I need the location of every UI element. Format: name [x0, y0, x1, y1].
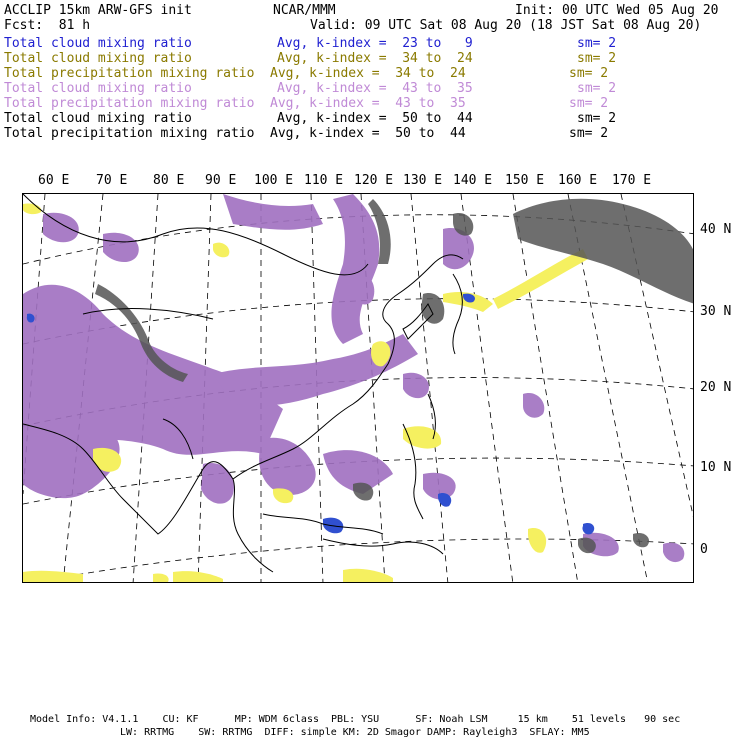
lon-label: 110 E: [304, 173, 344, 188]
valid-time: Valid: 09 UTC Sat 08 Aug 20 (18 JST Sat 08 Aug 20): [310, 18, 702, 33]
legend-avg-5: Avg, k-index = 43 to 35: [270, 96, 466, 111]
map-panel: [22, 193, 694, 583]
legend-avg-2: Avg, k-index = 34 to 24: [277, 51, 473, 66]
lon-label: 160 E: [558, 173, 598, 188]
legend-field-3: Total precipitation mixing ratio: [4, 66, 255, 81]
plot-title: ACCLIP 15km ARW-GFS init: [4, 3, 192, 18]
org-label: NCAR/MMM: [273, 3, 336, 18]
legend-avg-6: Avg, k-index = 50 to 44: [277, 111, 473, 126]
lon-label: 130 E: [403, 173, 443, 188]
lon-label: 100 E: [254, 173, 294, 188]
lat-label: 30 N: [700, 304, 732, 319]
lon-label: 90 E: [205, 173, 237, 188]
lon-label: 150 E: [505, 173, 545, 188]
lon-label: 80 E: [153, 173, 185, 188]
map-canvas: [23, 194, 694, 583]
lon-label: 170 E: [612, 173, 652, 188]
legend-field-7: Total precipitation mixing ratio: [4, 126, 255, 141]
legend-field-5: Total precipitation mixing ratio: [4, 96, 255, 111]
legend-field-6: Total cloud mixing ratio: [4, 111, 192, 126]
legend-field-4: Total cloud mixing ratio: [4, 81, 192, 96]
legend-sm-5: sm= 2: [569, 96, 609, 111]
legend-avg-1: Avg, k-index = 23 to 9: [277, 36, 473, 51]
lon-label: 60 E: [38, 173, 70, 188]
model-info-line-1: Model Info: V4.1.1 CU: KF MP: WDM 6class PBL: YSU SF: Noah LSM 15 km 51 levels 90 sec: [30, 714, 681, 725]
forecast-hour: Fcst: 81 h: [4, 18, 91, 33]
lat-label: 0: [700, 542, 708, 557]
legend-sm-3: sm= 2: [569, 66, 609, 81]
lat-label: 40 N: [700, 222, 732, 237]
lon-label: 120 E: [354, 173, 394, 188]
legend-field-2: Total cloud mixing ratio: [4, 51, 192, 66]
lon-label: 70 E: [96, 173, 128, 188]
legend-sm-1: sm= 2: [577, 36, 617, 51]
lat-label: 20 N: [700, 380, 732, 395]
legend-sm-7: sm= 2: [569, 126, 609, 141]
legend-sm-4: sm= 2: [577, 81, 617, 96]
lon-label: 140 E: [453, 173, 493, 188]
init-time: Init: 00 UTC Wed 05 Aug 20: [515, 3, 719, 18]
legend-avg-4: Avg, k-index = 43 to 35: [277, 81, 473, 96]
legend-sm-6: sm= 2: [577, 111, 617, 126]
legend-sm-2: sm= 2: [577, 51, 617, 66]
legend-avg-3: Avg, k-index = 34 to 24: [270, 66, 466, 81]
lat-label: 10 N: [700, 460, 732, 475]
legend-avg-7: Avg, k-index = 50 to 44: [270, 126, 466, 141]
legend-field-1: Total cloud mixing ratio: [4, 36, 192, 51]
model-info-line-2: LW: RRTMG SW: RRTMG DIFF: simple KM: 2D Smagor DAMP: Rayleigh3 SFLAY: MM5: [120, 727, 590, 738]
